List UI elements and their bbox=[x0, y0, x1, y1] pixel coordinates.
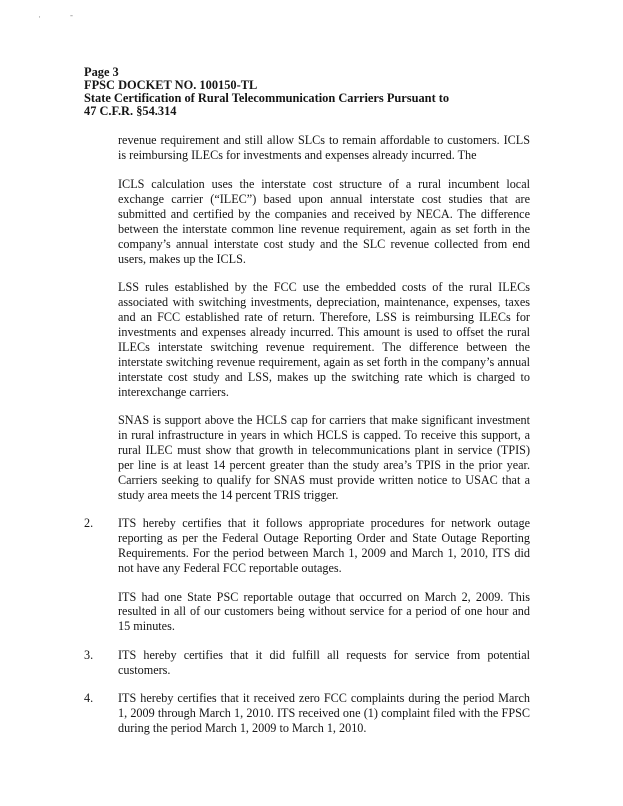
item-number: 3. bbox=[84, 647, 94, 662]
item-number: 2. bbox=[84, 516, 94, 531]
scan-speck: · bbox=[38, 12, 41, 22]
page-number: Page 3 bbox=[84, 65, 119, 79]
document-subject-citation: 47 C.F.R. §54.314 bbox=[84, 104, 177, 118]
scan-speck: - bbox=[70, 10, 73, 20]
document-body bbox=[84, 133, 530, 750]
snas-paragraph: SNAS is support above the HCLS cap for carriers that make significant investment in rural infrastructure in years in which HCLS is capped. To receive this support, a rural ILEC must show that growth in telecommunications plant in service (TPIS) per line is at least 14 percent greater than the study area’s TPIS in the prior year. Carriers seeking to qualify for SNAS must provide written notice to USAC that a study area meets the 14 percent TRIS trigger. bbox=[118, 413, 530, 502]
item-number: 4. bbox=[84, 691, 94, 706]
outage-paragraph: ITS had one State PSC reportable outage that occurred on March 2, 2009. This resulted in all of our customers being without service for a period of one hour and 15 minutes. bbox=[118, 589, 530, 634]
docket-number: FPSC DOCKET NO. 100150-TL bbox=[84, 78, 258, 92]
document-subject: State Certification of Rural Telecommunication Carriers Pursuant to bbox=[84, 91, 450, 105]
item-text: ITS hereby certifies that it did fulfill all requests for service from potential customers. bbox=[118, 647, 530, 677]
document-header bbox=[84, 66, 449, 118]
numbered-item-3 bbox=[84, 648, 530, 678]
numbered-item-4 bbox=[84, 691, 530, 736]
item-text: ITS hereby certifies that it received zero FCC complaints during the period March 1, 2009 through March 1, 2010. ITS received one (1) complaint filed with the FPSC during the period March 1, 2009 to March 1, 2010. bbox=[118, 691, 530, 736]
numbered-item-2 bbox=[84, 516, 530, 576]
lss-paragraph: LSS rules established by the FCC use the embedded costs of the rural ILECs associated with switching investments, depreciation, maintenance, expenses, taxes and an FCC established rate of return. Therefore, LSS is reimbursing ILECs for investments and expenses already incurred. This amount is used to offset the rural ILECs interstate switching revenue requirement. The difference between the interstate switching revenue requirement, again as set forth in the company’s annual interstate cost study and LSS, makes up the switching rate which is charged to interexchange carriers. bbox=[118, 280, 530, 399]
icls-paragraph: ICLS calculation uses the interstate cost structure of a rural incumbent local exchange carrier (“ILEC”) based upon annual interstate cost studies that are submitted and certified by the companies and received by NECA. The difference between the interstate common line revenue requirement, again as set forth in the company’s annual interstate cost study and the SLC revenue collected from end users, makes up the ICLS. bbox=[118, 177, 530, 266]
item-text: ITS hereby certifies that it follows appropriate procedures for network outage reporting as per the Federal Outage Reporting Order and State Outage Reporting Requirements. For the period between March 1, 2009 and March 1, 2010, ITS did not have any Federal FCC reportable outages. bbox=[118, 516, 530, 576]
continuation-paragraph: revenue requirement and still allow SLCs to remain affordable to customers. ICLS is reimbursing ILECs for investments and expenses already incurred. The bbox=[118, 133, 530, 162]
